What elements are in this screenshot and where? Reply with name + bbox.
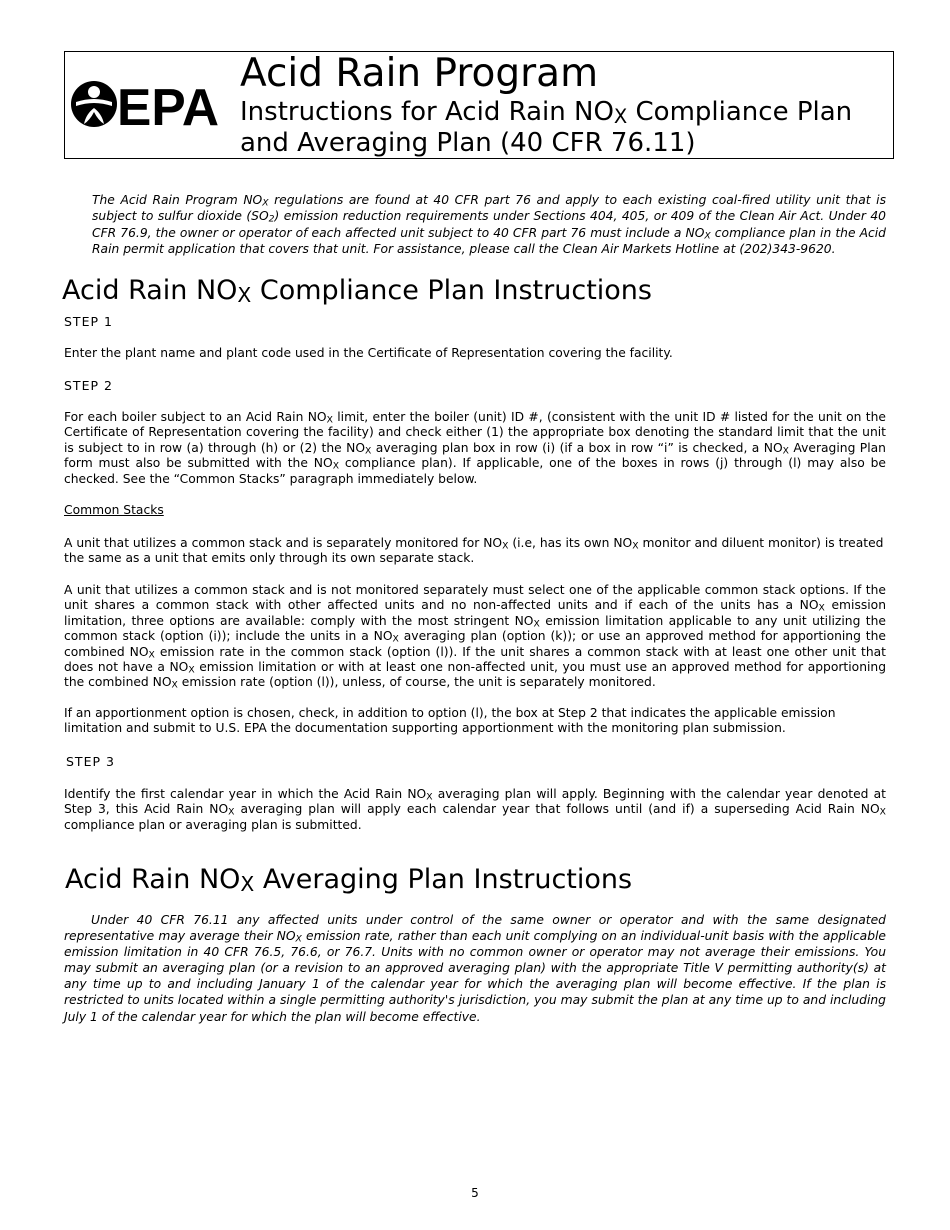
step3-label: STEP 3: [66, 754, 115, 769]
common-stacks-heading: Common Stacks: [64, 503, 164, 517]
compliance-section-title: Acid Rain $NO_X$ Compliance Plan Instructions: [62, 275, 652, 308]
epa-logo-text: EPA: [117, 79, 219, 130]
document-subtitle: Instructions for Acid Rain $NO_X$ Compliance Plan and Averaging Plan (40 CFR 76.11): [240, 97, 853, 158]
step2-text: For each boiler subject to an Acid Rain $NO_X$ limit, enter the boiler (unit) ID #, (consistent with the unit ID # listed for the unit on the Certificate of Representation covering the facility) and check either (1) the appropriate box denoting the standard limit that the unit is subject to in row (a) through (h) or (2) the $NO_X$ averaging plan box in row (i) (if a box in row “i” is checked, a $NO_X$ Averaging Plan form must also be submitted with the $NO_X$ compliance plan). If applicable, one of the boxes in rows (j) through (l) may also be checked. See the “Common Stacks” paragraph immediately below.: [64, 410, 887, 486]
averaging-paragraph: Under 40 CFR 76.11 any affected units under control of the same owner or operator and with the same designated representative may average their $NO_X$ emission rate, rather than each unit complying on an individual-unit basis with the applicable emission limitation in 40 CFR 76.5, 76.6, or 76.7. Units with no common owner or operator may not average their emissions. You may submit an averaging plan (or a revision to an approved averaging plan) with the appropriate Title V permitting authority(s) at any time up to and including January 1 of the calendar year for which the averaging plan will become effective. If the plan is restricted to units located within a single permitting authority's jurisdiction, you may submit the plan at any time up to and including July 1 of the calendar year for which the plan will become effective.: [64, 913, 886, 1024]
program-title: Acid Rain Program: [240, 51, 599, 96]
step3-text: Identify the first calendar year in which the Acid Rain $NO_X$ averaging plan will apply. Beginning with the calendar year denoted at Step 3, this Acid Rain $NO_X$ averaging plan will apply each calendar year that follows until (and if) a superseding Acid Rain $NO_X$ compliance plan or averaging plan is submitted.: [64, 787, 886, 832]
intro-paragraph: The Acid Rain Program $NO_X$ regulations are found at 40 CFR part 76 and apply to each existing coal-fired utility unit that is subject to sulfur dioxide $(SO_2)$ emission reduction requirements under Sections 404, 405, or 409 of the Clean Air Act. Under 40 CFR 76.9, the owner or operator of each affected unit subject to 40 CFR part 76 must include a $NO_X$ compliance plan in the Acid Rain permit application that covers that unit. For assistance, please call the Clean Air Markets Hotline at (202)343-9620.: [92, 193, 886, 256]
step1-text: Enter the plant name and plant code used in the Certificate of Representation covering the facility.: [64, 346, 673, 360]
common-stacks-paragraph-2: A unit that utilizes a common stack and is not monitored separately must select one of the applicable common stack options. If the unit shares a common stack with other affected units and no non-affected units and if each of the units has a $NO_X$ emission limitation, three options are available: comply with the most stringent $NO_X$ emission limitation applicable to any unit utilizing the common stack (option (i)); include the units in a $NO_X$ averaging plan (option (k)); or use an approved method for apportioning the combined $NO_X$ emission rate in the common stack (option (l)). If the unit shares a common stack with at least one other unit that does not have a $NO_X$ emission limitation or with at least one non-affected unit, you must use an approved method for apportioning the combined $NO_X$ emission rate (option (l)), unless, of course, the unit is separately monitored.: [64, 583, 886, 691]
common-stacks-paragraph-1: A unit that utilizes a common stack and is separately monitored for $NO_X$ (i.e, has its own $NO_X$ monitor and diluent monitor) is treated the same as a unit that emits only through its own separate stack.: [64, 536, 884, 566]
epa-seal-icon: [71, 81, 117, 127]
page-number: 5: [471, 1186, 479, 1200]
averaging-section-title: Acid Rain $NO_X$ Averaging Plan Instructions: [65, 864, 633, 897]
step2-label: STEP 2: [64, 378, 113, 393]
common-stacks-paragraph-3: If an apportionment option is chosen, check, in addition to option (l), the box at Step 2 that indicates the applicable emission limitation and submit to U.S. EPA the documentation supporting apportionment with the monitoring plan submission.: [64, 706, 836, 736]
epa-logo: [70, 78, 220, 130]
step1-label: STEP 1: [64, 314, 113, 329]
